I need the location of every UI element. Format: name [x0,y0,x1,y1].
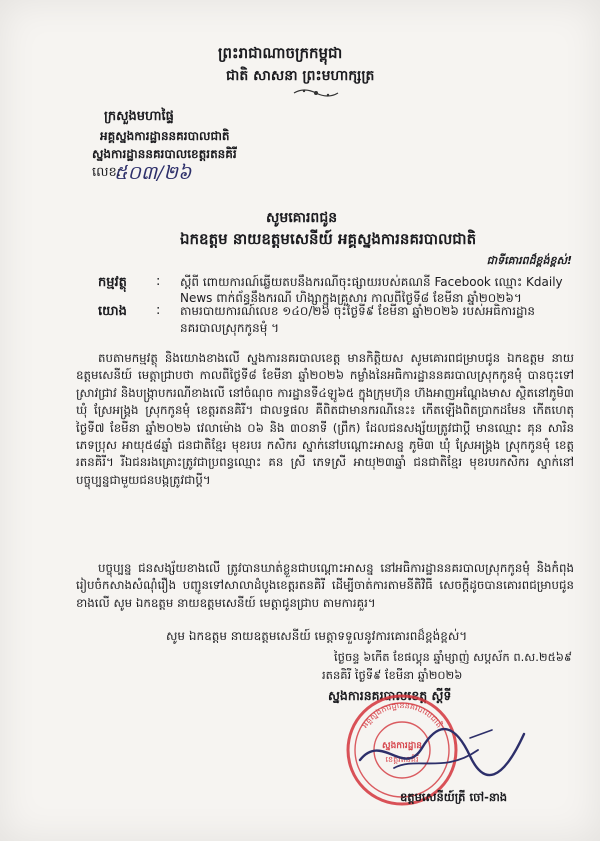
subject-colon: : [156,274,161,289]
gregorian-date: រតនគិរី ថ្ងៃទី៩ ខែមីនា ឆ្នាំ២០២៦ [322,668,463,682]
reference-number-handwritten: ៥០៣/២៦ [114,162,192,184]
salutation-respect: សូមគោរពជូន [266,210,338,226]
reference-colon: : [156,303,161,318]
ministry-name: ក្រសួងមហាផ្ទៃ [104,109,174,124]
signer-title: ស្នងការនគរបាលខេត្ត ស្តីទី [328,688,452,703]
kingdom-motto: ជាតិ សាសនា ព្រះមហាក្សត្រ [226,68,375,84]
reference-label: យោង [98,304,127,319]
ornament-divider-icon [292,86,340,100]
handwritten-signature-icon [352,712,532,792]
seal-bottom-text: ខេត្តរតនគិរី [385,755,419,764]
signer-name: ឧត្តមសេនីយ៍ត្រី ចៅ-នាង [400,790,508,804]
seal-center-text: ស្នងការដ្ឋាន [382,741,422,751]
subject-text: ស្តីពី ពោយការណ៍ឆ្លើយតបនឹងករណីចុះផ្សាយរបស់គណនី Facebook ឈ្មោះ Kdaily News ពាក់ព័ន្ធនឹងករណី ហិង្សាក្នុងគ្រួសារ កាលពីថ្ងៃទី៨ ខែមីនា ឆ្នាំ២០២៦។ [180,275,563,305]
provincial-office-name: ស្នងការដ្ឋាននគរបាលខេត្តរតនគិរី [92,147,237,161]
body-paragraph-1: តបតាមកម្មវត្ថុ និងយោងខាងលើ ស្នងការនគរបាលខេត្ត មានកិត្តិយស សូមគោរពជម្រាបជូន ឯកឧត្តម នាយឧត្តមសេនីយ៍ មេត្តាជ្រាបថា កាលពីថ្ងៃទី៨ ខែមីនា ឆ្នាំ២០២៦ កម្លាំងនៃអធិការដ្ឋាននគរបាលស្រុកកូនមុំ បានចុះទៅស្រាវជ្រាវ និងបង្ក្រាបករណីខាងលើ នៅចំណុច ការដ្ឋានទី៤ឡូ៦៥ ក្នុងក្រុមហ៊ុន ហ៊ងអាញអណ្តែងមាស ស្ថិតនៅភូមិ៣ ឃុំ ស្រែអង្គ្រង ស្រុកកូនមុំ ខេត្តរតនគិរី។ ជាលទ្ធផល គឺពិតជាមានករណីនេះ៖ កើតឡើងពិតប្រាកដមែន កើតហេតុថ្ងៃទី៧ ខែមីនា ឆ្នាំ២០២៦ វេលាម៉ោង ០៦ និង ៣០នាទី (ព្រឹក) ដែលជនសង្ស័យត្រូវជាប្តី មានឈ្មោះ គុន សារិន ភេទប្រុស អាយុ៥៨ឆ្នាំ ជនជាតិខ្មែរ មុខរបរ កសិករ ស្នាក់នៅបណ្តោះអាសន្ន ភូមិ៣ ឃុំ ស្រែអង្គ្រង ស្រុកកូនមុំ ខេត្តរតនគិរី។ រីឯជនរងគ្រោះត្រូវជាប្រពន្ធឈ្មោះ គន ស្រី ភេទស្រី អាយុ២៣ឆ្នាំ ជនជាតិខ្មែរ មុខរបរកសិករ ស្នាក់នៅបច្ចុប្បន្នជាមួយជនបង្កត្រូវជាប្តី។ [76,351,574,487]
seal-top-text: អគ្គស្នងការដ្ឋាននគរបាលជាតិ [360,700,444,730]
subject-label: កម្មវត្ថុ [98,275,127,290]
addressee: ឯកឧត្តម នាយឧត្តមសេនីយ៍ អគ្គស្នងការនគរបាលជាតិ [180,230,477,248]
body-paragraph-2: បច្ចុប្បន្ន ជនសង្ស័យខាងលើ ត្រូវបានឃាត់ខ្លួនជាបណ្តោះអាសន្ន នៅអធិការដ្ឋាននគរបាលស្រុកកូនមុំ និងកំពុងរៀបចំកសាងសំណុំរឿង បញ្ជូនទៅសាលាដំបូងខេត្តរតនគិរី ដើម្បីចាត់ការតាមនីតិវិធី សេចក្តីដូចបានគោរពជម្រាបជូនខាងលើ សូម ឯកឧត្តម នាយឧត្តមសេនីយ៍ មេត្តាជូនជ្រាប តាមការគួរ។ [76,561,574,610]
reference-text: តាមរបាយការណ៍លេខ ១៤០/២៦ ចុះថ្ងៃទី៩ ខែមីនា ឆ្នាំ២០២៦ របស់អធិការដ្ឋាននគរបាលស្រុកកូនមុំ ។ [180,304,536,335]
reference-number-label: លេខ: [92,165,122,180]
kingdom-title: ព្រះរាជាណាចក្រកម្ពុជា [218,44,343,62]
respect-note: ជាទីគោរពដ៏ខ្ពង់ខ្ពស់! [486,254,572,267]
department-name: អគ្គស្នងការដ្ឋាននគរបាលជាតិ [100,129,230,143]
closing-line: សូម ឯកឧត្តម នាយឧត្តមសេនីយ៍ មេត្តាទទួលនូវការគោរពដ៏ខ្ពង់ខ្ពស់។ [166,629,468,643]
lunar-date: ថ្ងៃចន្ទ ៦កើត ខែផល្គុន ឆ្នាំម្សាញ់ សប្តស័ក ព.ស.២៥៦៩ [334,650,573,664]
